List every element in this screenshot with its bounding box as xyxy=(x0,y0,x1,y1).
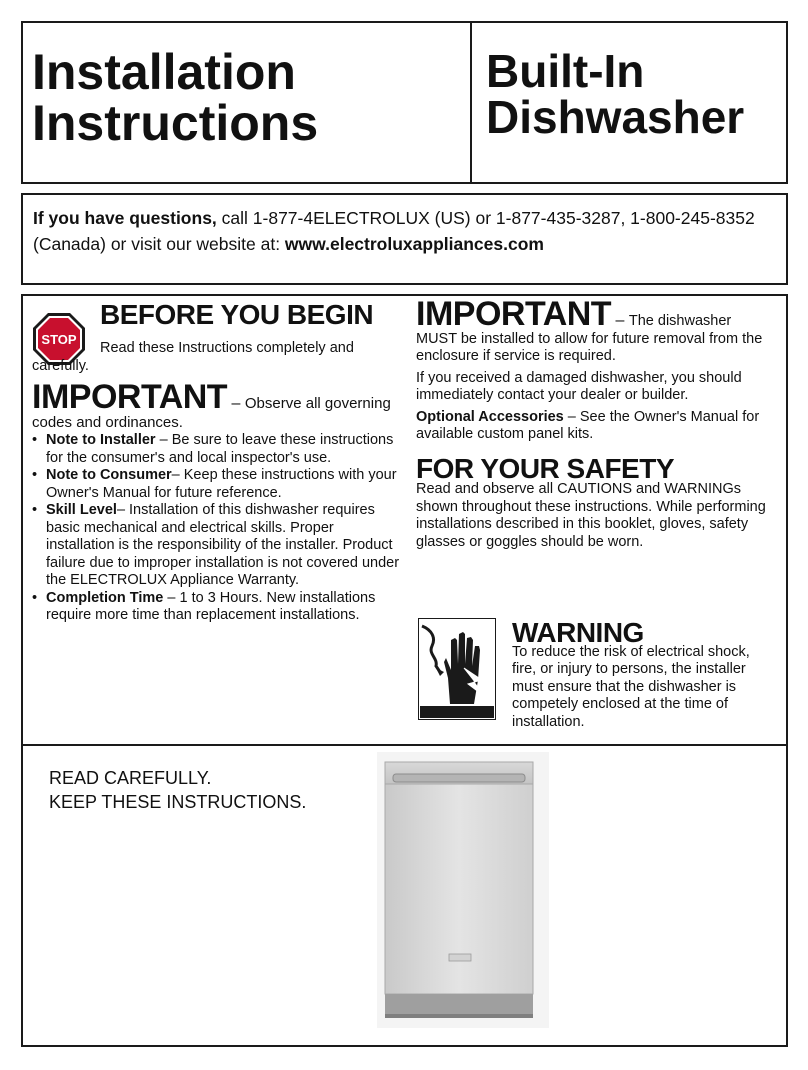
title-line-2: Instructions xyxy=(32,95,319,151)
contact-text xyxy=(33,205,776,257)
section-divider xyxy=(23,744,786,746)
before-begin-heading: BEFORE YOU BEGIN xyxy=(100,299,374,330)
important-left-block xyxy=(32,378,402,432)
installer-notes-list xyxy=(32,432,402,625)
bullet-label: Note to Consumer xyxy=(46,467,172,483)
header-divider xyxy=(470,23,472,182)
product-title-line-2: Dishwasher xyxy=(486,91,745,143)
before-begin-text: Read these Instructions completely and carefully. xyxy=(32,340,354,374)
important-right-heading: IMPORTANT xyxy=(416,295,612,333)
list-item xyxy=(32,467,402,502)
warning-block xyxy=(512,617,762,731)
contact-box xyxy=(21,193,788,285)
important-left-dash: – xyxy=(227,395,245,412)
contact-body: call 1-877-4ELECTROLUX (US) or 1-877-435-3287, 1-800-245-8352 (Canada) or visit our website at: xyxy=(33,208,755,254)
website-link[interactable]: www.electroluxappliances.com xyxy=(284,234,544,254)
bullet-text: – Be sure to leave these instructions for the consumer's and local inspector's use. xyxy=(46,432,394,466)
keep-instructions-line: KEEP THESE INSTRUCTIONS. xyxy=(49,792,307,812)
read-carefully-line: READ CAREFULLY. xyxy=(49,768,212,788)
product-title-line-1: Built-In xyxy=(486,45,645,97)
damaged-dishwasher-text: If you received a damaged dishwasher, you should immediately contact your dealer or builder. xyxy=(416,369,742,403)
important-right-block xyxy=(416,295,776,366)
bullet-text: – 1 to 3 Hours. New installations require more time than replacement installations. xyxy=(46,589,376,623)
warning-heading: WARNING xyxy=(512,617,644,648)
bullet-text: – Keep these instructions with your Owner's Manual for future reference. xyxy=(46,467,397,501)
safety-heading: FOR YOUR SAFETY xyxy=(416,452,675,484)
important-left-heading: IMPORTANT xyxy=(32,378,228,416)
left-column xyxy=(32,299,402,625)
header-box xyxy=(21,21,788,184)
title-line-1: Installation xyxy=(32,44,296,100)
optional-accessories-text xyxy=(416,409,776,444)
safety-text: Read and observe all CAUTIONS and WARNINGs shown throughout these instructions. While performing installations described in this booklet, gloves, safety glasses or goggles should be worn. xyxy=(416,481,766,550)
bullet-label: Skill Level xyxy=(46,502,117,518)
electrical-shock-icon xyxy=(418,618,496,720)
optional-accessories-body: – See the Owner's Manual for available custom panel kits. xyxy=(416,408,760,442)
document-title xyxy=(32,44,319,151)
stop-label: STOP xyxy=(41,332,77,347)
right-column xyxy=(416,295,776,730)
bullet-text: – Installation of this dishwasher requires basic mechanical and electrical skills. Proper installation is the responsibility of the installer. Product failure due to improper installation is not covered under the ELECTROLUX Appliance Warranty. xyxy=(46,502,400,588)
important-left-lead: Observe all governing codes and ordinances. xyxy=(32,395,391,431)
list-item xyxy=(32,502,402,590)
list-item xyxy=(32,432,402,467)
important-right-dash: – xyxy=(611,312,629,329)
read-carefully-note xyxy=(49,766,306,814)
bullet-label: Note to Installer xyxy=(46,432,156,448)
dishwasher-image xyxy=(377,752,549,1028)
important-right-text: The dishwasher MUST be installed to allow for future removal from the enclosure if service is required. xyxy=(416,313,763,364)
main-content-box xyxy=(21,294,788,1047)
product-title xyxy=(486,45,745,143)
bullet-label: Completion Time xyxy=(46,589,164,606)
warning-text: To reduce the risk of electrical shock, fire, or injury to persons, the installer must ensure that the dishwasher is competely enclosed at the time of installation. xyxy=(512,643,750,730)
list-item xyxy=(32,590,402,625)
contact-lead: If you have questions, xyxy=(33,208,217,228)
optional-accessories-label: Optional Accessories xyxy=(416,408,564,425)
